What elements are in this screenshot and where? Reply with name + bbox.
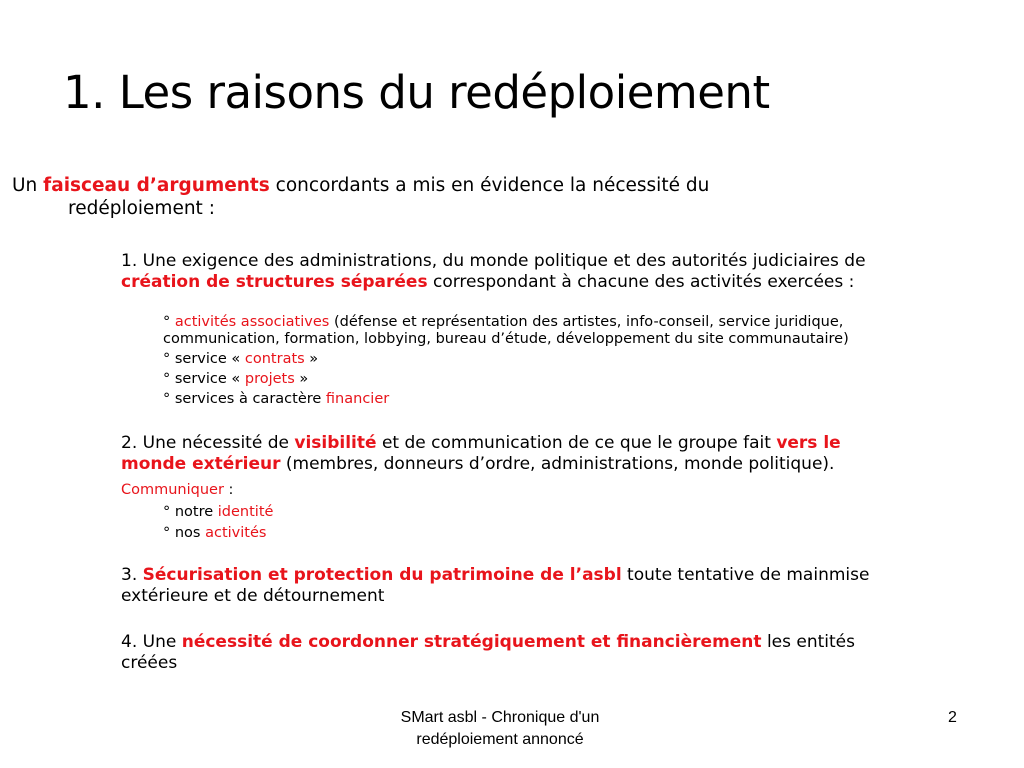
point-1-line1: 1. Une exigence des administrations, du monde politique et des autorités judiciaires de xyxy=(121,251,866,271)
item-highlight: projets xyxy=(244,371,295,387)
item-highlight: contrats xyxy=(244,351,305,367)
item-highlight: identité xyxy=(217,504,274,520)
intro-prefix: Un xyxy=(12,175,44,196)
point-4-highlight: nécessité de coordonner stratégiquement et financièrement xyxy=(181,632,762,652)
list-item-continuation: communication, formation, lobbying, bureau d’étude, développement du site communautaire) xyxy=(163,331,849,347)
list-item: ° service « projets » xyxy=(163,371,309,387)
list-item: ° service « contrats » xyxy=(163,351,319,367)
list-item: ° notre identité xyxy=(163,504,274,520)
point-2-highlight-monde: monde extérieur xyxy=(121,454,281,474)
point-1 xyxy=(121,251,1001,293)
point-2-items xyxy=(163,503,1003,542)
intro-paragraph xyxy=(12,174,892,220)
point-1-suffix: correspondant à chacune des activités exercées : xyxy=(427,272,855,292)
slide-title: 1. Les raisons du redéploiement xyxy=(63,66,770,119)
intro-highlight: faisceau d’arguments xyxy=(43,175,270,196)
item-highlight: financier xyxy=(325,391,390,407)
list-item: ° activités associatives (défense et représentation des artistes, info-conseil, service juridique, xyxy=(163,314,844,330)
list-item: ° services à caractère financier xyxy=(163,391,390,407)
intro-suffix-line1: concordants a mis en évidence la nécessité du xyxy=(269,175,710,196)
point-2: 2. Une nécessité de visibilité et de communication de ce que le groupe fait vers le monde extérieur (membres, donneurs d’ordre, administrations, monde politique). xyxy=(121,433,841,474)
point-1-highlight: création de structures séparées xyxy=(121,272,428,292)
point-2-highlight-vers-le: vers le xyxy=(776,433,841,453)
item-highlight: activités xyxy=(205,525,267,541)
point-4: 4. Une nécessité de coordonner stratégiquement et financièrement les entités créées xyxy=(121,632,855,673)
list-item: ° nos activités xyxy=(163,525,267,541)
slide-footer: SMart asbl - Chronique d'un redéploiement annoncé xyxy=(400,709,600,748)
item-highlight: activités associatives xyxy=(174,314,330,330)
point-1-items xyxy=(163,314,1003,408)
page-number: 2 xyxy=(948,709,957,726)
point-2-highlight-visibilite: visibilité xyxy=(294,433,377,453)
communiquer-label: Communiquer : xyxy=(121,482,234,498)
point-3: 3. Sécurisation et protection du patrimoine de l’asbl toute tentative de mainmise extérieure et de détournement xyxy=(121,565,870,606)
point-3-highlight: Sécurisation et protection du patrimoine de l’asbl xyxy=(142,565,622,585)
intro-suffix-line2: redéploiement : xyxy=(68,198,215,219)
